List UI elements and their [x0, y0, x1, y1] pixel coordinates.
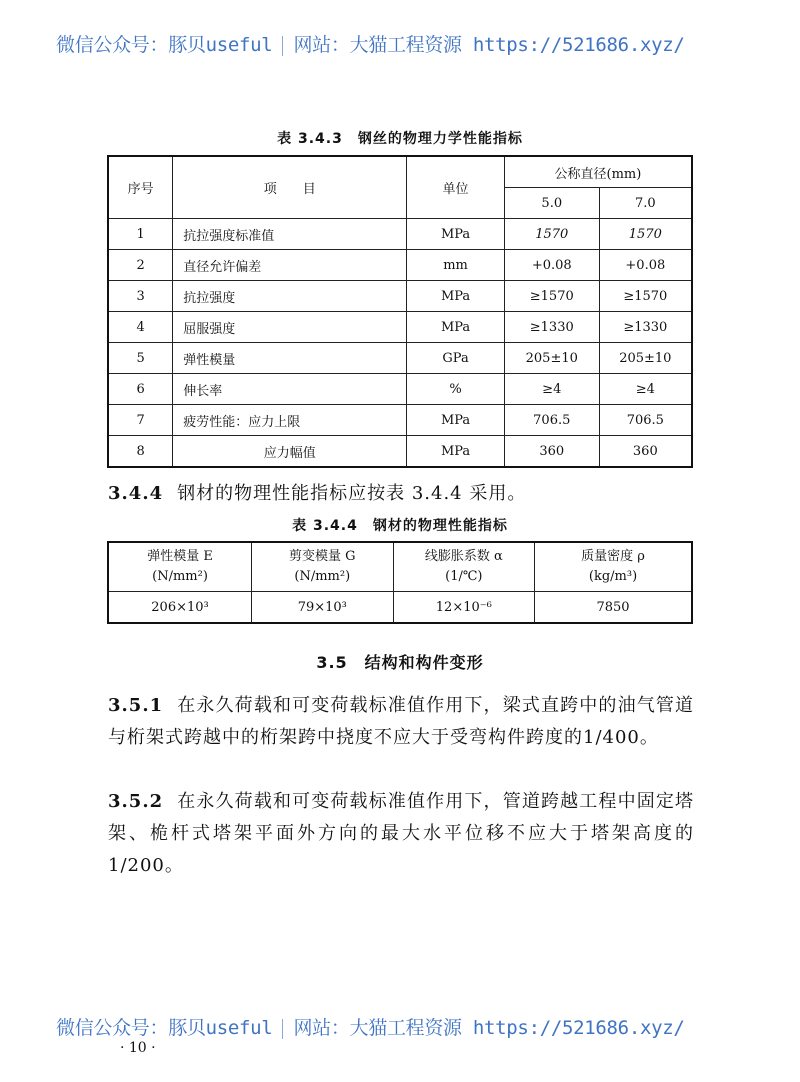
header-d1: 5.0: [504, 188, 599, 219]
clause-number: 3.4.4: [108, 483, 164, 504]
header-no: 序号: [108, 156, 173, 219]
watermark-top: [56, 30, 756, 57]
cell-v2: 205±10: [599, 343, 692, 374]
header-shear-modulus: [252, 542, 394, 592]
header-expansion-coefficient: [393, 542, 535, 592]
header-name: 线膨胀系数 α: [424, 549, 503, 564]
header-unit: (kg/m³): [588, 569, 638, 584]
cell-expansion-coefficient: 12×10⁻⁶: [393, 592, 535, 624]
table-343-caption: 表 3.4.3 钢丝的物理力学性能指标: [277, 131, 523, 147]
cell-no: 6: [108, 374, 173, 405]
cell-v1: ≥1570: [504, 281, 599, 312]
header-name: 弹性模量 E: [147, 549, 213, 564]
clause-344: [108, 478, 694, 510]
watermark-wechat: 微信公众号：豚贝useful: [56, 1017, 273, 1039]
cell-unit: MPa: [407, 405, 505, 436]
table-row: [108, 343, 692, 374]
table-row: [108, 219, 692, 250]
table-row: [108, 312, 692, 343]
table-row: [108, 281, 692, 312]
cell-item: 抗拉强度: [173, 281, 407, 312]
header-item: 项 目: [173, 156, 407, 219]
clause-number: 3.5.1: [108, 695, 164, 716]
cell-no: 1: [108, 219, 173, 250]
cell-v1: 360: [504, 436, 599, 468]
cell-no: 4: [108, 312, 173, 343]
cell-v1: 706.5: [504, 405, 599, 436]
cell-unit: MPa: [407, 219, 505, 250]
header-diameter: 公称直径(mm): [504, 156, 692, 188]
cell-unit: GPa: [407, 343, 505, 374]
cell-no: 5: [108, 343, 173, 374]
cell-v2: 1570: [599, 219, 692, 250]
cell-item: 疲劳性能：应力上限: [173, 405, 407, 436]
header-d2: 7.0: [599, 188, 692, 219]
cell-v2: 360: [599, 436, 692, 468]
clause-text: 在永久荷载和可变荷载标准值作用下，管道跨越工程中固定塔架、桅杆式塔架平面外方向的最大水平位移不应大于塔架高度的 1/200。: [108, 791, 694, 876]
cell-item: 直径允许偏差: [173, 250, 407, 281]
cell-density: 7850: [535, 592, 692, 624]
table-344-caption: 表 3.4.4 钢材的物理性能指标: [292, 518, 508, 534]
header-elastic-modulus: [108, 542, 252, 592]
cell-v1: ≥4: [504, 374, 599, 405]
cell-unit: mm: [407, 250, 505, 281]
header-name: 质量密度 ρ: [581, 549, 645, 564]
page-number: · 10 ·: [120, 1040, 156, 1056]
cell-no: 7: [108, 405, 173, 436]
header-density: [535, 542, 692, 592]
cell-unit: MPa: [407, 436, 505, 468]
watermark-website: 网站：大猫工程资源 https://521686.xyz/: [293, 34, 685, 56]
clause-number: 3.5.2: [108, 791, 164, 812]
clause-text: 在永久荷载和可变荷载标准值作用下，梁式直跨中的油气管道与桁架式跨越中的桁架跨中挠度不应大于受弯构件跨度的1/400。: [108, 695, 694, 748]
cell-v1: ≥1330: [504, 312, 599, 343]
table-row: [108, 436, 692, 468]
cell-item: 弹性模量: [173, 343, 407, 374]
watermark-wechat: 微信公众号：豚贝useful: [56, 34, 273, 56]
cell-shear-modulus: 79×10³: [252, 592, 394, 624]
cell-item: 应力幅值: [173, 436, 407, 468]
cell-v1: 205±10: [504, 343, 599, 374]
header-unit: (N/mm²): [152, 569, 208, 584]
cell-v1: 1570: [504, 219, 599, 250]
cell-unit: %: [407, 374, 505, 405]
cell-v2: ≥4: [599, 374, 692, 405]
cell-no: 2: [108, 250, 173, 281]
cell-v2: 706.5: [599, 405, 692, 436]
cell-no: 3: [108, 281, 173, 312]
clause-352: [108, 786, 694, 882]
clause-351: [108, 690, 694, 754]
section-title: 3.5 结构和构件变形: [316, 653, 484, 672]
cell-v1: +0.08: [504, 250, 599, 281]
table-row: [108, 405, 692, 436]
table-row: [108, 592, 692, 624]
header-unit: (1/℃): [445, 569, 483, 584]
watermark-divider: [282, 36, 283, 56]
cell-item: 抗拉强度标准值: [173, 219, 407, 250]
cell-v2: ≥1330: [599, 312, 692, 343]
header-unit: 单位: [407, 156, 505, 219]
table-343: [107, 155, 693, 468]
cell-unit: MPa: [407, 281, 505, 312]
cell-elastic-modulus: 206×10³: [108, 592, 252, 624]
table-344: [107, 541, 693, 624]
table-row: [108, 374, 692, 405]
header-unit: (N/mm²): [294, 569, 351, 584]
cell-item: 伸长率: [173, 374, 407, 405]
header-name: 剪变模量 G: [289, 549, 356, 564]
cell-v2: ≥1570: [599, 281, 692, 312]
cell-unit: MPa: [407, 312, 505, 343]
cell-no: 8: [108, 436, 173, 468]
clause-text: 钢材的物理性能指标应按表 3.4.4 采用。: [177, 483, 527, 504]
table-row: [108, 250, 692, 281]
watermark-website: 网站：大猫工程资源 https://521686.xyz/: [293, 1017, 685, 1039]
watermark-bottom: [56, 1013, 756, 1040]
cell-v2: +0.08: [599, 250, 692, 281]
watermark-divider: [282, 1019, 283, 1039]
cell-item: 屈服强度: [173, 312, 407, 343]
